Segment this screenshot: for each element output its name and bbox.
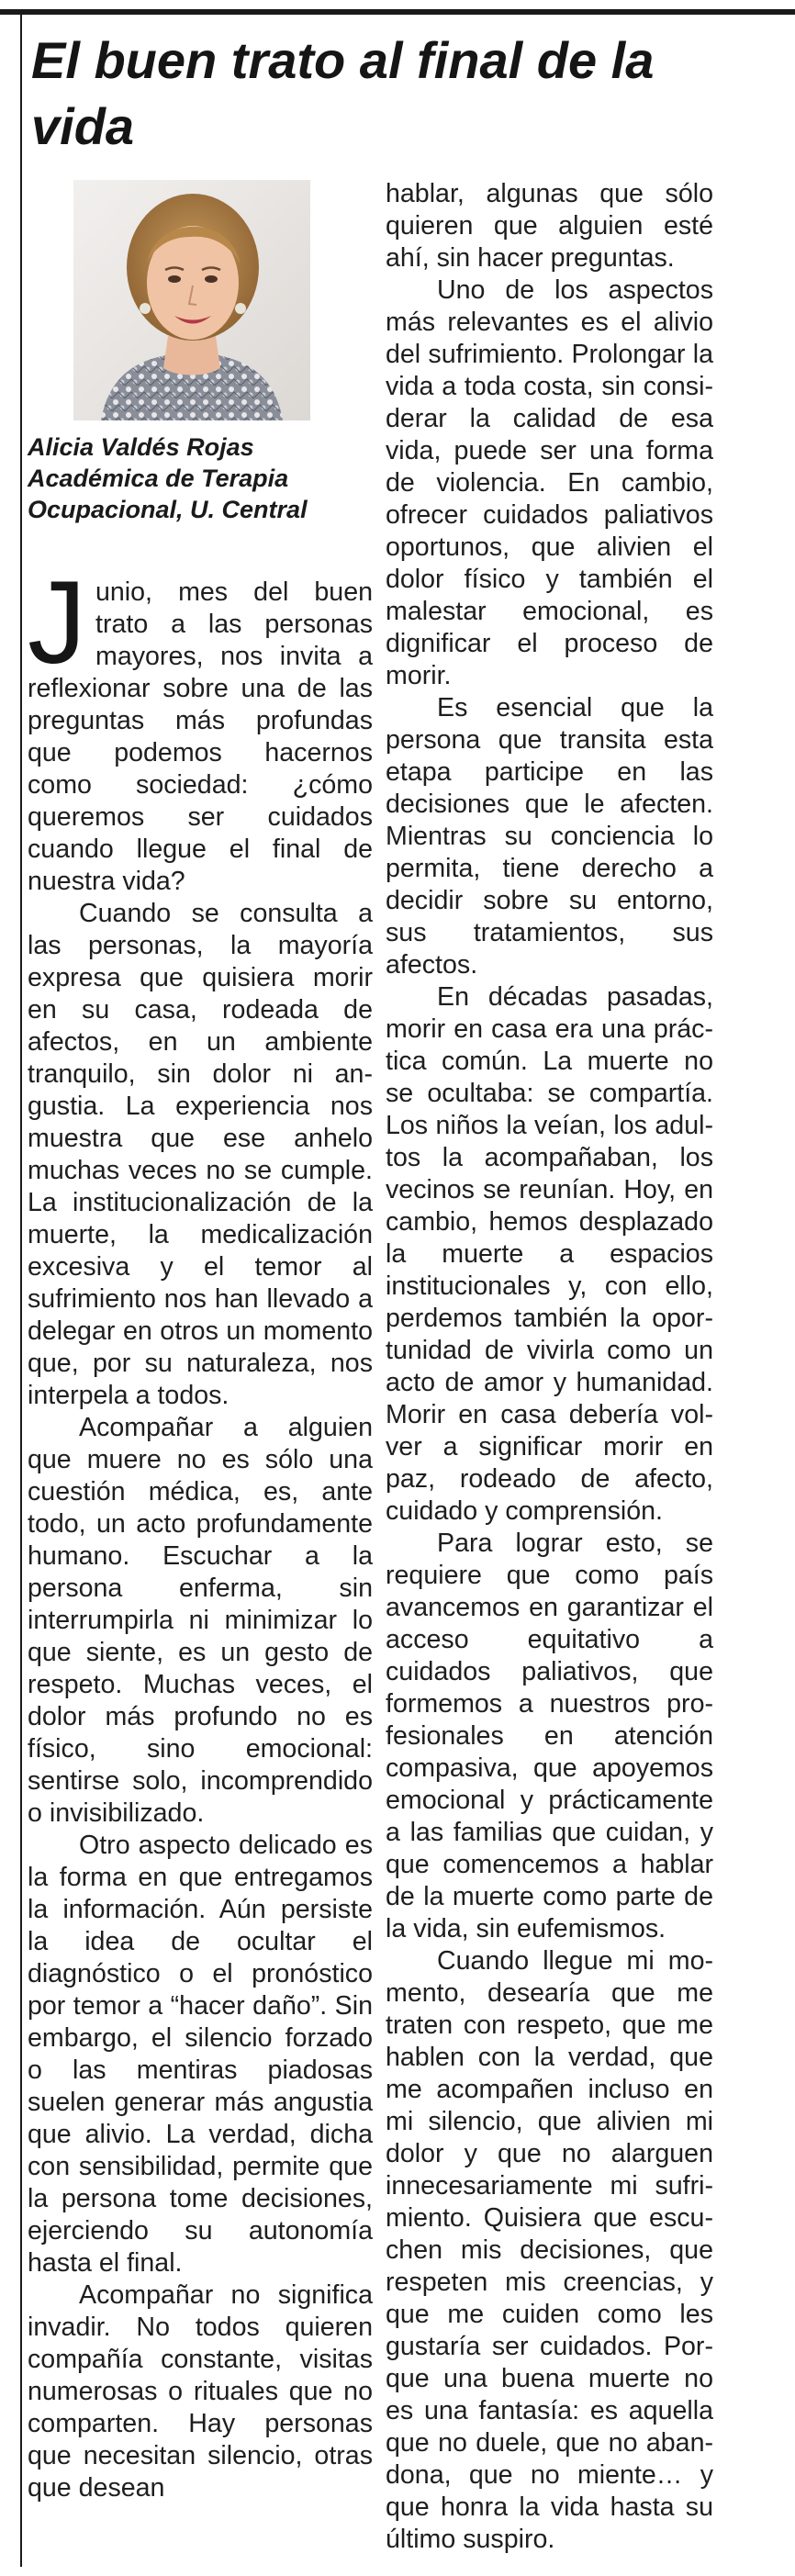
paragraph-text: unio, mes del buen trato a las personas mayores, nos invita a reflexionar sobre una de las preguntas más profundas que podemos hacernos como sociedad: ¿cómo queremos ser cuidados cuando llegue el final de nuestra vida?	[28, 577, 373, 896]
author-photo	[73, 180, 310, 420]
article-paragraph	[28, 557, 373, 898]
article-paragraph: hablar, algunas que sólo quieren que alguien esté ahí, sin hacer preguntas.	[386, 179, 713, 273]
author-portrait-image	[73, 180, 310, 420]
left-column	[28, 180, 373, 2504]
article-paragraph: Otro aspecto delicado es la forma en que entregamos la información. Aún persiste la idea de ocultar el diagnóstico o el pronóstico por temor a “hacer daño”. Sin embargo, el silencio forzado o las mentiras piadosas suelen generar más angustia que alivio. La verdad, dicha con sensibilidad, permite que la persona tome decisiones, ejerciendo su autonomía hasta el final.	[28, 1831, 373, 2278]
top-rule	[0, 9, 795, 15]
article-paragraph: Uno de los aspectos más relevantes es el alivio del sufrimiento. Prolongar la vida a toda costa, sin considerar la calidad de esa vida, puede ser una forma de violencia. En cambio, ofrecer cuidados paliativos oportunos, que alivien el dolor físico y también el malestar emocional, es dignificar el proceso de morir.	[386, 275, 713, 690]
article-paragraph: Cuando llegue mi momento, desearía que me traten con respeto, que me hablen con la verdad, que me acompañen incluso en mi silencio, que alivien mi dolor y que no alarguen innecesariamente mi sufrimiento. Quisiera que escuchen mis decisiones, que respeten mis creencias, y que me cuiden como les gustaría ser cuidados. Porque una buena muerte no es una fantasía: es aquella que no duele, que no abandona, que no miente… y que honra la vida hasta su último suspiro.	[386, 1946, 713, 2554]
left-column-rule	[20, 15, 22, 2567]
author-role-line-2: Ocupacional, U. Central	[28, 496, 308, 523]
right-column	[386, 178, 713, 2556]
author-role-line-1: Académica de Terapia	[28, 465, 289, 492]
article-paragraph: Acompañar no significa invadir. No todos quieren compañía constante, visitas numerosas o rituales que no comparten. Hay personas que necesitan silencio, otras que desean	[28, 2280, 373, 2503]
article-paragraph: Acompañar a alguien que muere no es sólo una cuestión médica, es, ante todo, un acto profundamente humano. Escuchar a la persona enferma, sin interrumpirla ni minimizar lo que siente, es un gesto de respeto. Muchas veces, el dolor más profundo no es físico, sino emocional: sentirse solo, incomprendido o invisibilizado.	[28, 1413, 373, 1828]
article-paragraph: Para lograr esto, se requiere que como país avancemos en garantizar el acceso equitativo a cuidados paliativos, que formemos a nuestros profesionales en atención compasiva, que apoyemos emocional y prácticamente a las familias que cuidan, y que comencemos a hablar de la muerte como parte de la vida, sin eufemismos.	[386, 1529, 713, 1943]
article-paragraph: Cuando se consulta a las personas, la mayoría expresa que quisiera morir en su casa, rodeada de afectos, en un ambiente tranquilo, sin dolor ni angustia. La experiencia nos muestra que ese anhelo muchas veces no se cumple. La institucionalización de la muerte, la medicalización excesiva y el temor al sufrimiento nos han llevado a delegar en otros un momento que, por su naturaleza, nos interpela a todos.	[28, 899, 373, 1410]
drop-cap: J	[28, 557, 86, 689]
author-byline	[28, 431, 373, 525]
article-title: El buen trato al final de la vida	[31, 31, 655, 155]
author-name: Alicia Valdés Rojas	[28, 433, 254, 461]
article-paragraph: Es esencial que la persona que transita esta etapa participe en las decisiones que le afecten. Mientras su conciencia lo permita, tiene derecho a decidir sobre su entorno, sus tratamientos, sus afectos.	[386, 693, 713, 980]
article-paragraph: En décadas pasadas, morir en casa era una práctica común. La muerte no se ocultaba: se compartía. Los niños la veían, los adultos la acompañaban, los vecinos se reunían. Hoy, en cambio, hemos desplazado la muerte a espacios institucionales y, con ello, perdemos también la oportunidad de vivirla como un acto de amor y humanidad. Morir en casa debería volver a significar morir en paz, rodeado de afecto, cuidado y comprensión.	[386, 982, 713, 1526]
